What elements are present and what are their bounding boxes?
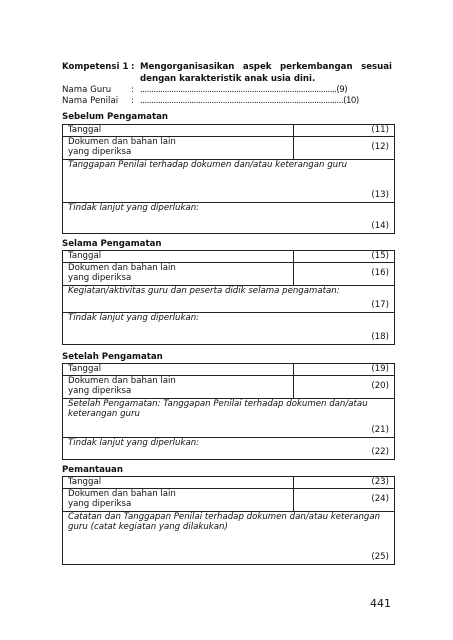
section-heading-sebelum: Sebelum Pengamatan — [62, 112, 168, 122]
dokumen-label-cell — [63, 136, 294, 159]
tindak-lanjut-label: Tindak lanjut yang diperlukan: — [68, 202, 200, 213]
dokumen-label-line1: Dokumen dan bahan lain — [68, 136, 176, 147]
nama-penilai-field: ...........................................................................................(10) — [140, 96, 359, 106]
tindak-lanjut-cell — [63, 312, 395, 344]
dokumen-label-line2: yang diperiksa — [68, 386, 132, 396]
nama-guru-label: Nama Guru — [62, 85, 112, 95]
tanggal-label-cell: Tanggal — [63, 251, 294, 263]
dokumen-label-cell — [63, 488, 294, 511]
dokumen-label-line1: Dokumen dan bahan lain — [68, 262, 176, 273]
tanggapan-cell — [63, 398, 395, 437]
nama-penilai-colon: : — [131, 96, 134, 106]
dokumen-label-line2: yang diperiksa — [68, 147, 132, 157]
dokumen-label-cell — [63, 375, 294, 398]
tanggal-num-cell: (19) — [294, 364, 395, 376]
tindak-lanjut-cell — [63, 202, 395, 233]
tindak-lanjut-cell — [63, 437, 395, 459]
kompetensi-text: Mengorganisasikan aspek perkembangan sesuai dengan karakteristik anak usia dini. — [140, 62, 392, 84]
nama-guru-colon: : — [131, 85, 134, 95]
dokumen-label-line1: Dokumen dan bahan lain — [68, 488, 176, 499]
dokumen-num-cell: (12) — [294, 136, 395, 159]
section-heading-selama: Selama Pengamatan — [62, 239, 162, 249]
section-heading-setelah: Setelah Pengamatan — [62, 352, 163, 362]
pemantauan-table — [62, 476, 395, 565]
kegiatan-cell — [63, 285, 395, 312]
nama-guru-field: ........................................................................................(9) — [140, 85, 348, 95]
tanggal-num-cell: (11) — [294, 125, 395, 137]
tindak-lanjut-num: (18) — [371, 332, 389, 342]
tanggal-label-cell: Tanggal — [63, 125, 294, 137]
catatan-label: Catatan dan Tanggapan Penilai terhadap dokumen dan/atau keterangan guru (catat kegiatan yang dilakukan) — [68, 511, 381, 532]
dokumen-num-cell: (20) — [294, 375, 395, 398]
dokumen-label-line1: Dokumen dan bahan lain — [68, 375, 176, 386]
kegiatan-num: (17) — [371, 300, 389, 310]
kegiatan-label: Kegiatan/aktivitas guru dan peserta didik selama pengamatan: — [68, 285, 340, 296]
tanggal-label-cell: Tanggal — [63, 364, 294, 376]
tanggapan-label: Setelah Pengamatan: Tanggapan Penilai terhadap dokumen dan/atau keterangan guru — [68, 398, 368, 419]
kompetensi-label: Kompetensi 1 — [62, 62, 129, 72]
tindak-lanjut-label: Tindak lanjut yang diperlukan: — [68, 312, 200, 323]
section-heading-pemantauan: Pemantauan — [62, 465, 123, 475]
tanggal-num-cell: (15) — [294, 251, 395, 263]
tindak-lanjut-num: (14) — [371, 221, 389, 231]
tanggapan-label: Tanggapan Penilai terhadap dokumen dan/atau keterangan guru — [68, 159, 348, 170]
dokumen-label-line2: yang diperiksa — [68, 273, 132, 283]
setelah-table — [62, 363, 395, 460]
kompetensi-colon: : — [131, 62, 135, 72]
dokumen-num-cell: (24) — [294, 488, 395, 511]
dokumen-num-cell: (16) — [294, 262, 395, 285]
tanggal-num-cell: (23) — [294, 477, 395, 489]
selama-table — [62, 250, 395, 345]
tindak-lanjut-label: Tindak lanjut yang diperlukan: — [68, 437, 200, 448]
tindak-lanjut-num: (22) — [371, 447, 389, 457]
tanggapan-cell — [63, 159, 395, 202]
catatan-num: (25) — [371, 552, 389, 562]
page-number: 441 — [370, 597, 391, 610]
nama-penilai-label: Nama Penilai — [62, 96, 119, 106]
catatan-cell — [63, 511, 395, 564]
tanggapan-num: (21) — [371, 425, 389, 435]
sebelum-table — [62, 124, 395, 234]
dokumen-label-cell — [63, 262, 294, 285]
tanggapan-num: (13) — [371, 190, 389, 200]
dokumen-label-line2: yang diperiksa — [68, 499, 132, 509]
tanggal-label-cell: Tanggal — [63, 477, 294, 489]
